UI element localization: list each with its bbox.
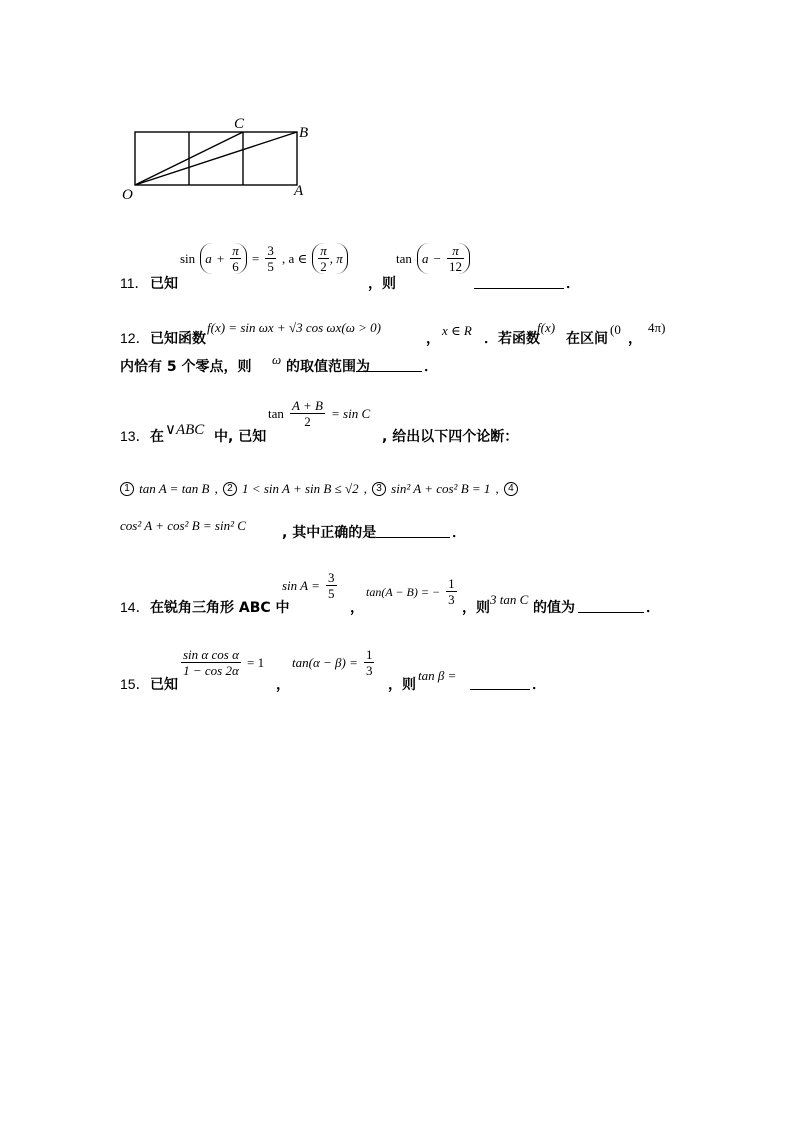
answer-blank[interactable] xyxy=(470,674,530,690)
statements-row: 1 tan A = tan B , 2 1 < sin A + sin B ≤ √2 , 3 sin² A + cos² B = 1 , 4 xyxy=(120,478,518,497)
tan-alpha-minus-beta-expression: tan(α − β) = $\frac{1}{3}$ xyxy=(292,647,373,678)
fraction-sin-cos-over-1-minus-cos2a: $\frac{\text{sin α cos α}}{1 - \cos 2\alpha}$ xyxy=(183,647,239,678)
fraction-1-3: $\frac{1}{3}$ xyxy=(365,647,373,678)
interval-end: 4π) xyxy=(648,320,666,335)
function-expression: f(x) = sin ωx + √3 cos ωx(ω > 0) xyxy=(207,320,381,335)
statement-3-marker: 3 xyxy=(372,482,386,496)
omega-symbol: ω xyxy=(272,352,282,367)
tan-beta: tan β = xyxy=(418,668,457,683)
figure-label-a: A xyxy=(294,183,304,199)
statement-4: cos² A + cos² B = sin² C xyxy=(120,518,246,533)
question-11 xyxy=(120,243,680,291)
fraction-3-5: $\frac{3}{5}$ xyxy=(328,570,335,601)
question-prefix: 已知函数 xyxy=(150,331,206,347)
question-13: 13． 在 ∨ABC 中, 已知 tan $\frac{A + B}{2}$ = sin C , 给出以下四个论断： 1 tan A = tan B , 2 1 < sin A + sin B ≤ √2 , 3 sin² A + cos² B = 1 , 4 cos² A + cos² B = sin² C , 其中正确的是 ． xyxy=(120,398,519,541)
fraction-1-3: $\frac{1}{3}$ xyxy=(448,576,455,607)
tan-expression: tan a − $\frac{\pi}{12}$ xyxy=(396,243,470,274)
fraction-pi-6: $\frac{\pi}{6}$ xyxy=(232,243,239,274)
tan-condition: tan $\frac{A + B}{2}$ = sin C xyxy=(268,398,371,429)
answer-blank[interactable] xyxy=(474,273,564,289)
sin-expression: sin a + $\frac{\pi}{6}$ = $\frac{3}{5}$ , a ∈ $\frac{\pi}{2}$ , π xyxy=(180,243,348,274)
statement-1: tan A = tan B xyxy=(139,481,210,496)
figure-label-b: B xyxy=(299,125,309,141)
fraction-pi-2: $\frac{\pi}{2}$ xyxy=(320,243,327,274)
question-number: 12． xyxy=(120,330,150,346)
question-15: 15． 已知 $\frac{\text{sin α cos α}}{1 - \cos 2\alpha}$ = 1 ， tan(α − β) = $\frac{1}{3}$ ，则 tan β = ． xyxy=(120,647,546,693)
statement-1-marker: 1 xyxy=(120,482,134,496)
figure-line-ob xyxy=(135,132,297,185)
answer-blank[interactable] xyxy=(376,522,450,538)
triangle-abc: ∨ABC xyxy=(165,422,205,438)
question-prefix: 已知 xyxy=(150,276,178,292)
question-14: 14． 在锐角三角形 ABC 中 sin A = $\frac{3}{5}$ ， tan(A − B) = − $\frac{1}{3}$ ，则 3 tan C 的值为 ． xyxy=(120,570,660,616)
fraction-a-plus-b-over-2: $\frac{A + B}{2}$ xyxy=(291,398,323,429)
ratio-expression: $\frac{\text{sin α cos α}}{1 - \cos 2\alpha}$ = 1 xyxy=(183,647,265,678)
figure-label-o: O xyxy=(122,187,133,203)
sin-a-expression: sin A = $\frac{3}{5}$ xyxy=(282,570,335,601)
interval-open: (0 xyxy=(610,322,621,337)
question-12: 12． 已知函数 f(x) = sin ωx + √3 cos ωx(ω > 0) ， x ∈ R ．若函数 f(x) 在区间 (0 ， 4π) 内恰有 5 个零点，则 ω 的取值范围为 ． xyxy=(120,320,666,375)
answer-blank[interactable] xyxy=(356,356,422,372)
then-text: ，则 xyxy=(368,276,396,292)
question-number: 15． xyxy=(120,676,150,692)
statement-3: sin² A + cos² B = 1 xyxy=(391,481,491,496)
question-number: 11． xyxy=(120,275,149,291)
x-in-r: x ∈ R xyxy=(442,323,472,338)
geometry-figure xyxy=(110,110,320,205)
tan-a-minus-b-expression: tan(A − B) = − $\frac{1}{3}$ xyxy=(366,576,455,607)
figure-label-c: C xyxy=(234,116,245,132)
function-symbol: f(x) xyxy=(537,320,556,335)
statement-4-marker: 4 xyxy=(504,482,518,496)
question-number: 13． xyxy=(120,428,150,444)
three-tan-c: 3 tan C xyxy=(490,592,529,607)
fraction-pi-12: $\frac{\pi}{12}$ xyxy=(449,243,463,274)
statement-2-marker: 2 xyxy=(223,482,237,496)
statement-2: 1 < sin A + sin B ≤ √2 xyxy=(242,481,359,496)
end-mark: ． xyxy=(566,276,580,292)
fraction-3-5: $\frac{3}{5}$ xyxy=(267,243,274,274)
answer-blank[interactable] xyxy=(578,597,644,613)
question-number: 14． xyxy=(120,599,150,615)
